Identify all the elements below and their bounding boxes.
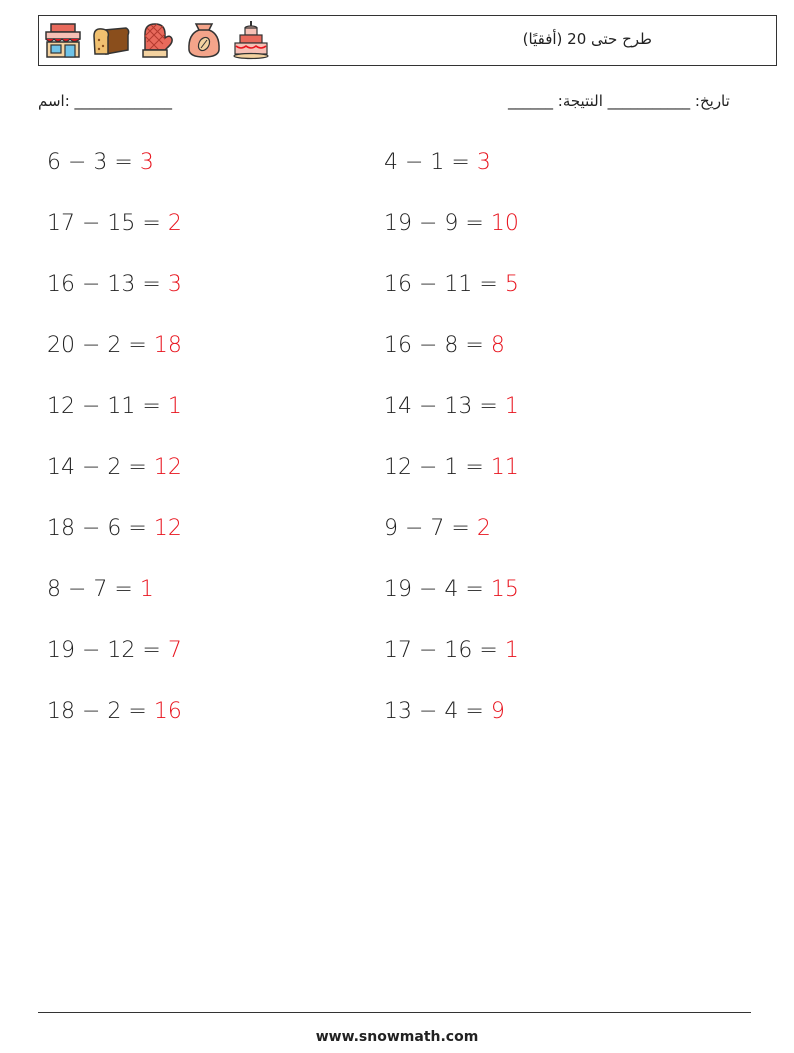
problem-question: 17 − 15 = <box>47 211 168 236</box>
problem-question: 16 − 8 = <box>384 333 491 358</box>
problem-row <box>47 450 727 511</box>
problem-question: 4 − 1 = <box>384 150 477 175</box>
problem-question: 17 − 16 = <box>384 638 505 663</box>
problem-question: 6 − 3 = <box>47 150 140 175</box>
problem-question: 14 − 2 = <box>47 455 154 480</box>
problem-question: 12 − 1 = <box>384 455 491 480</box>
problem <box>384 633 519 694</box>
problem-row <box>47 572 727 633</box>
problem-row <box>47 694 727 755</box>
problem-answer: 1 <box>504 638 519 663</box>
problem-answer: 7 <box>167 638 182 663</box>
problem <box>47 572 384 633</box>
problem-row <box>47 389 727 450</box>
problem-question: 19 − 4 = <box>384 577 491 602</box>
problem-question: 19 − 12 = <box>47 638 168 663</box>
problem-answer: 2 <box>167 211 182 236</box>
problem-question: 18 − 6 = <box>47 516 154 541</box>
problem <box>47 389 384 450</box>
footer-url: www.snowmath.com <box>315 1029 479 1045</box>
problem-answer: 5 <box>504 272 519 297</box>
problem <box>384 206 519 267</box>
problem <box>47 450 384 511</box>
problem-grid <box>47 145 727 755</box>
problem <box>384 145 491 206</box>
problem <box>384 572 519 633</box>
problem <box>47 267 384 328</box>
problem-question: 16 − 11 = <box>384 272 505 297</box>
problem <box>47 694 384 755</box>
problem-answer: 1 <box>504 394 519 419</box>
bread-icon <box>90 20 130 60</box>
problem-answer: 12 <box>153 455 182 480</box>
problem-answer: 3 <box>139 150 154 175</box>
problem-question: 12 − 11 = <box>47 394 168 419</box>
problem-answer: 9 <box>490 699 505 724</box>
name-field: اسم: _____________ <box>38 92 173 110</box>
problem-answer: 1 <box>139 577 154 602</box>
problem-question: 19 − 9 = <box>384 211 491 236</box>
flour-sack-icon <box>184 20 224 60</box>
footer-divider <box>38 1012 751 1013</box>
shop-icon <box>43 20 83 60</box>
problem <box>384 694 505 755</box>
problem-answer: 11 <box>490 455 519 480</box>
problem <box>47 633 384 694</box>
oven-mitt-icon <box>137 20 177 60</box>
cake-icon <box>231 20 271 60</box>
problem <box>384 511 491 572</box>
problem-question: 8 − 7 = <box>47 577 140 602</box>
problem-answer: 3 <box>167 272 182 297</box>
problem-answer: 1 <box>167 394 182 419</box>
problem-answer: 12 <box>153 516 182 541</box>
header-box <box>38 15 777 66</box>
problem-question: 13 − 4 = <box>384 699 491 724</box>
problem-row <box>47 206 727 267</box>
problem-answer: 8 <box>490 333 505 358</box>
problem-row <box>47 328 727 389</box>
problem-answer: 18 <box>153 333 182 358</box>
problem <box>47 328 384 389</box>
problem-row <box>47 633 727 694</box>
problem-row <box>47 267 727 328</box>
problem-answer: 10 <box>490 211 519 236</box>
icon-strip <box>43 20 271 60</box>
problem-answer: 3 <box>476 150 491 175</box>
problem-question: 16 − 13 = <box>47 272 168 297</box>
problem-row <box>47 145 727 206</box>
problem-question: 14 − 13 = <box>384 394 505 419</box>
problem-answer: 15 <box>490 577 519 602</box>
problem <box>384 328 505 389</box>
problem <box>384 267 519 328</box>
problem <box>47 145 384 206</box>
problem-answer: 16 <box>153 699 182 724</box>
problem <box>384 389 519 450</box>
worksheet-title: طرح حتى 20 (أفقيًا) <box>522 30 652 48</box>
problem <box>47 206 384 267</box>
score-date-field: ______ :تاريخ: ___________ النتيجة <box>508 92 730 110</box>
problem-question: 18 − 2 = <box>47 699 154 724</box>
problem-answer: 2 <box>476 516 491 541</box>
problem <box>47 511 384 572</box>
problem-question: 9 − 7 = <box>384 516 477 541</box>
problem <box>384 450 519 511</box>
problem-row <box>47 511 727 572</box>
problem-question: 20 − 2 = <box>47 333 154 358</box>
